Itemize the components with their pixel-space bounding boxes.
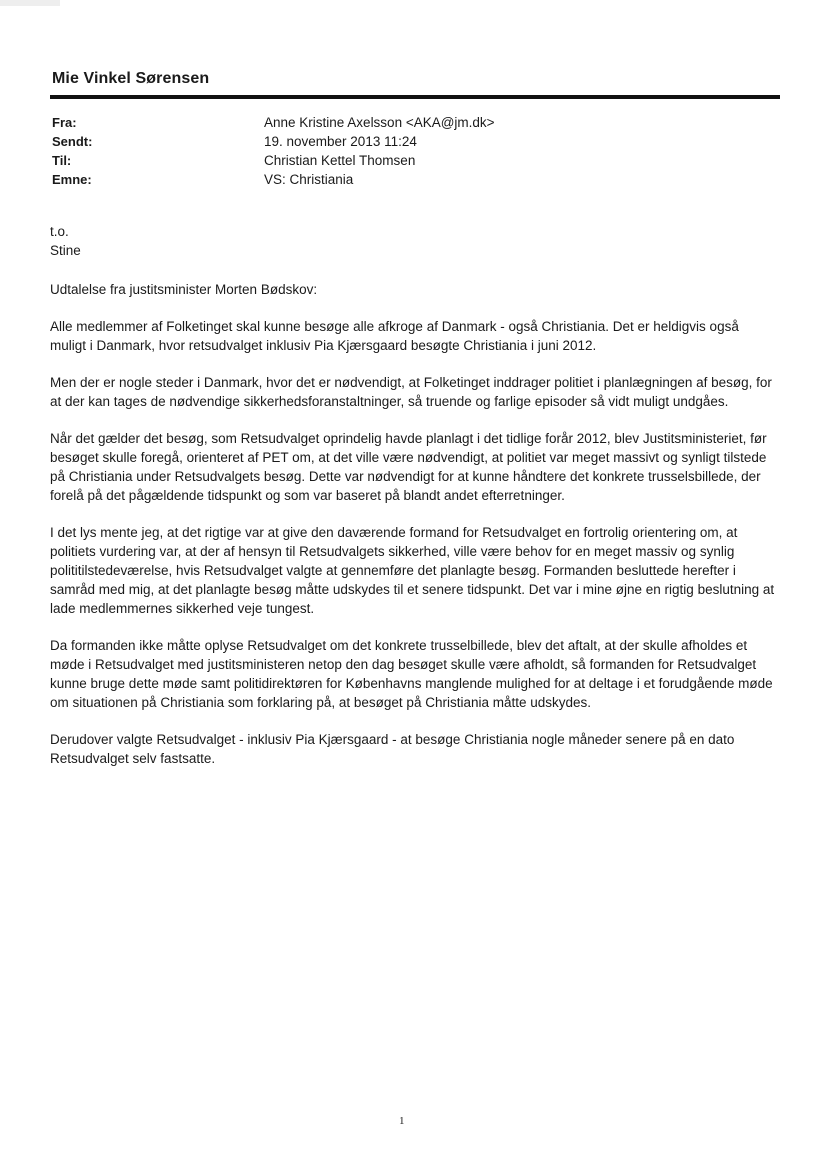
body-paragraph: Udtalelse fra justitsminister Morten Bødskov: — [50, 282, 318, 297]
greeting-line: t.o. — [50, 224, 69, 239]
header-value-from: Anne Kristine Axelsson <AKA@jm.dk> — [264, 115, 495, 130]
page-number: 1 — [399, 1115, 405, 1127]
header-label: Emne: — [52, 172, 92, 187]
body-paragraph: I det lys mente jeg, at det rigtige var at give den daværende formand for Retsudvalget en fortrolig orientering om, at politiets vurdering var, at der af hensyn til Retsudvalgets sikkerhed, ville være behov for en meget massiv og synlig polititilstedeværelse, hvis Retsudvalget valgte at gennemføre det planlagte besøg. Formanden besluttede herefter i samråd med mig, at det planlagte besøg måtte udskydes til et senere tidspunkt. Det var i mine øjne en rigtig beslutning at lade medlemmernes sikkerhed veje tungest. — [50, 525, 775, 616]
document-title: Mie Vinkel Sørensen — [52, 70, 210, 87]
scan-artifact — [0, 0, 60, 6]
title-divider — [50, 95, 780, 99]
greeting-signature: Stine — [50, 243, 81, 258]
header-row-to — [52, 153, 752, 172]
body-paragraph: Men der er nogle steder i Danmark, hvor det er nødvendigt, at Folketinget inddrager politiet i planlægningen af besøg, for at der kan tages de nødvendige sikkerhedsforanstaltninger, så truende og farlige episoder så vidt muligt undgåes. — [50, 375, 772, 409]
body-paragraph: Alle medlemmer af Folketinget skal kunne besøge alle afkroge af Danmark - også Christiania. Det er heldigvis også muligt i Danmark, hvor retsudvalget inklusiv Pia Kjærsgaard besøgte Christiania i juni 2012. — [50, 319, 739, 353]
header-label: Fra: — [52, 115, 77, 130]
header-label: Til: — [52, 153, 72, 168]
header-value-to: Christian Kettel Thomsen — [264, 153, 416, 168]
email-body — [50, 222, 778, 768]
header-label: Sendt: — [52, 134, 93, 149]
header-value-sent: 19. november 2013 11:24 — [264, 134, 417, 149]
body-paragraph: Når det gælder det besøg, som Retsudvalget oprindelig havde planlagt i det tidlige forår 2012, blev Justitsministeriet, før besøget skulle foregå, orienteret af PET om, at det ville være nødvendigt, at politiet var meget massivt og synligt tilstede på Christiania under Retsudvalgets besøg. Dette var nødvendigt for at kunne håndtere det konkrete trusselsbillede, der forelå på det pågældende tidspunkt og som var baseret på blandt andet efterretninger. — [50, 431, 767, 503]
header-row-subject — [52, 172, 752, 191]
body-paragraph: Da formanden ikke måtte oplyse Retsudvalget om det konkrete trusselbillede, blev det aftalt, at der skulle afholdes et møde i Retsudvalget med justitsministeren netop den dag besøget skulle være afholdt, så formanden for Retsudvalget kunne bruge dette møde samt politidirektøren for Københavns manglende mulighed for at deltage i et forudgående møde om situationen på Christiania som forklaring på, at besøget på Christiania måtte udskydes. — [50, 638, 773, 710]
email-header — [52, 115, 752, 191]
header-row-sent — [52, 134, 752, 153]
body-paragraph: Derudover valgte Retsudvalget - inklusiv Pia Kjærsgaard - at besøge Christiania nogle måneder senere på en dato Retsudvalget selv fastsatte. — [50, 732, 735, 766]
header-value-subject: VS: Christiania — [264, 172, 354, 187]
header-row-from — [52, 115, 752, 134]
